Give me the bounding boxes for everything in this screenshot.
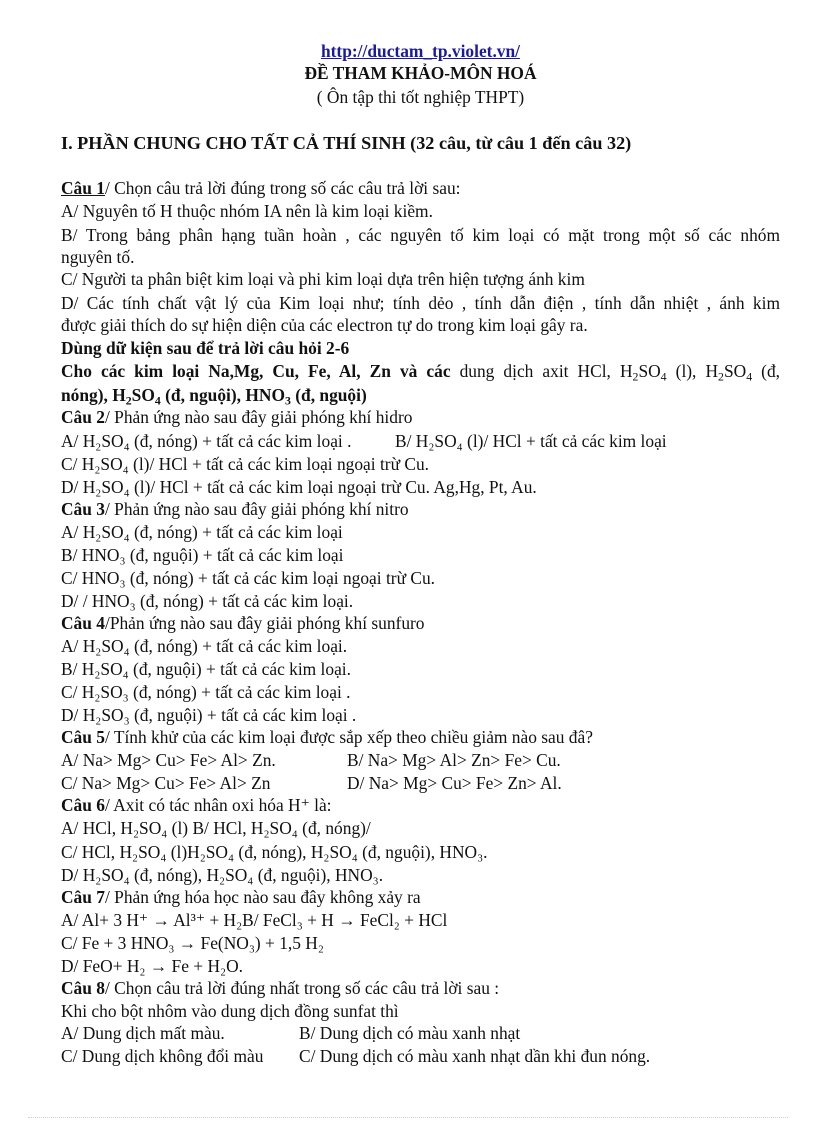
q5-option-a: A/ Na> Mg> Cu> Fe> Al> Zn.	[61, 750, 276, 770]
q8-options-cd	[61, 1045, 780, 1067]
q5-option-d: D/ Na> Mg> Cu> Fe> Zn> Al.	[347, 773, 562, 793]
q1-option-d-line2: được giải thích do sự hiện diện của các electron tự do trong kim loại gây ra.	[61, 315, 588, 335]
q1-option-c: C/ Người ta phân biệt kim loại và phi kim loại dựa trên hiện tượng ánh kim	[61, 269, 585, 289]
page-bottom-divider	[28, 1117, 788, 1118]
q1-option-a: A/ Nguyên tố H thuộc nhóm IA nên là kim loại kiềm.	[61, 201, 433, 221]
question-3-stem: Câu 3/ Phản ứng nào sau đây giải phóng khí nitro	[61, 499, 409, 519]
q2-options-ab	[61, 430, 780, 452]
q3-option-b: B/ HNO₃ (đ, nguội) + tất cả các kim loại	[61, 545, 344, 565]
q1-option-b-line1: B/ Trong bảng phân hạng tuần hoàn , các nguyên tố kim loại có mặt trong một số các nhóm	[61, 225, 780, 245]
q4-option-a: A/ H₂SO₄ (đ, nóng) + tất cả các kim loại.	[61, 636, 348, 656]
q6-option-d: D/ H₂SO₄ (đ, nóng), H₂SO₄ (đ, nguội), HNO₃.	[61, 865, 384, 885]
q7-option-c: C/ Fe + 3 HNO₃ → Fe(NO₃) + 1,5 H₂	[61, 933, 324, 953]
q7-options-ab: A/ Al+ 3 H⁺ → Al³⁺ + H₂B/ FeCl₃ + H → FeCl₂ + HCl	[61, 910, 448, 930]
question-1-stem: Câu 1/ Chọn câu trả lời đúng trong số các câu trả lời sau:	[61, 178, 461, 198]
question-5-stem: Câu 5/ Tính khử của các kim loại được sắp xếp theo chiều giảm nào sau đâ?	[61, 727, 593, 747]
q8-option-d: C/ Dung dịch có màu xanh nhạt dần khi đun nóng.	[299, 1046, 651, 1066]
q8-options-ab	[61, 1022, 780, 1044]
q4-option-d: D/ H₂SO₃ (đ, nguội) + tất cả các kim loại .	[61, 705, 357, 725]
q5-option-c: C/ Na> Mg> Cu> Fe> Al> Zn	[61, 773, 271, 793]
q3-option-c: C/ HNO₃ (đ, nóng) + tất cả các kim loại ngoại trừ Cu.	[61, 568, 435, 588]
intro-2-6-line2: nóng), $H_2SO_4$ (đ, nguội), $HNO_3$ (đ, nguội)	[61, 385, 367, 408]
intro-2-6-title: Dùng dữ kiện sau để trả lời câu hỏi 2-6	[61, 338, 350, 358]
section-heading: I. PHẦN CHUNG CHO TẤT CẢ THÍ SINH (32 câu, từ câu 1 đến câu 32)	[61, 133, 632, 153]
question-4-stem: Câu 4/Phản ứng nào sau đây giải phóng khí sunfuro	[61, 613, 425, 633]
question-6-stem: Câu 6/ Axit có tác nhân oxi hóa H⁺ là:	[61, 795, 332, 815]
q3-option-d: D/ / HNO₃ (đ, nóng) + tất cả các kim loại.	[61, 591, 354, 611]
q5-option-b: B/ Na> Mg> Al> Zn> Fe> Cu.	[347, 750, 561, 770]
q3-option-a: A/ H₂SO₄ (đ, nóng) + tất cả các kim loại	[61, 522, 343, 542]
q4-option-c: C/ H₂SO₃ (đ, nóng) + tất cả các kim loại .	[61, 682, 351, 702]
q2-option-c: C/ H₂SO₄ (l)/ HCl + tất cả các kim loại ngoại trừ Cu.	[61, 454, 429, 474]
page-title: ĐỀ THAM KHẢO-MÔN HOÁ	[304, 63, 537, 83]
question-8-stem: Câu 8/ Chọn câu trả lời đúng nhất trong số các câu trả lời sau :	[61, 978, 500, 998]
q4-option-b: B/ H₂SO₄ (đ, nguội) + tất cả các kim loại.	[61, 659, 351, 679]
q8-option-c: C/ Dung dịch không đổi màu	[61, 1046, 264, 1066]
header-link-line	[61, 40, 780, 62]
q8-option-a: A/ Dung dịch mất màu.	[61, 1023, 225, 1043]
q6-options-ab: A/ HCl, H₂SO₄ (l) B/ HCl, H₂SO₄ (đ, nóng)/	[61, 818, 371, 838]
header-link[interactable]: http://ductam_tp.violet.vn/	[320, 41, 521, 61]
q8-stem-line2: Khi cho bột nhôm vào dung dịch đồng sunfat thì	[61, 1001, 399, 1021]
q1-option-b-line2: nguyên tố.	[61, 247, 135, 267]
q2-option-b: B/ H₂SO₄ (l)/ HCl + tất cả các kim loại	[395, 431, 667, 451]
question-label: Câu 1	[61, 178, 105, 198]
intro-2-6-line1: Cho các kim loại Na,Mg, Cu, Fe, Al, Zn và các dung dịch axit HCl, $H_2SO_4$ (l), $H_2SO_4$ (đ,	[61, 361, 780, 384]
q8-option-b: B/ Dung dịch có màu xanh nhạt	[299, 1023, 521, 1043]
question-7-stem: Câu 7/ Phản ứng hóa học nào sau đây không xảy ra	[61, 887, 421, 907]
question-2-stem: Câu 2/ Phản ứng nào sau đây giải phóng khí hidro	[61, 407, 413, 427]
q2-option-a: A/ H₂SO₄ (đ, nóng) + tất cả các kim loại .	[61, 431, 352, 451]
q1-option-d-line1: D/ Các tính chất vật lý của Kim loại như; tính dẻo , tính dẫn điện , tính dẫn nhiệt , ánh kim	[61, 293, 780, 313]
q6-option-c: C/ HCl, H₂SO₄ (l)H₂SO₄ (đ, nóng), H₂SO₄ (đ, nguội), HNO₃.	[61, 842, 488, 862]
q5-options-ab	[61, 749, 780, 771]
page-subtitle: ( Ôn tập thi tốt nghiệp THPT)	[316, 87, 525, 107]
q5-options-cd	[61, 772, 780, 794]
q7-option-d: D/ FeO+ H₂ → Fe + H₂O.	[61, 956, 243, 976]
q2-option-d: D/ H₂SO₄ (l)/ HCl + tất cả các kim loại ngoại trừ Cu. Ag,Hg, Pt, Au.	[61, 477, 537, 497]
